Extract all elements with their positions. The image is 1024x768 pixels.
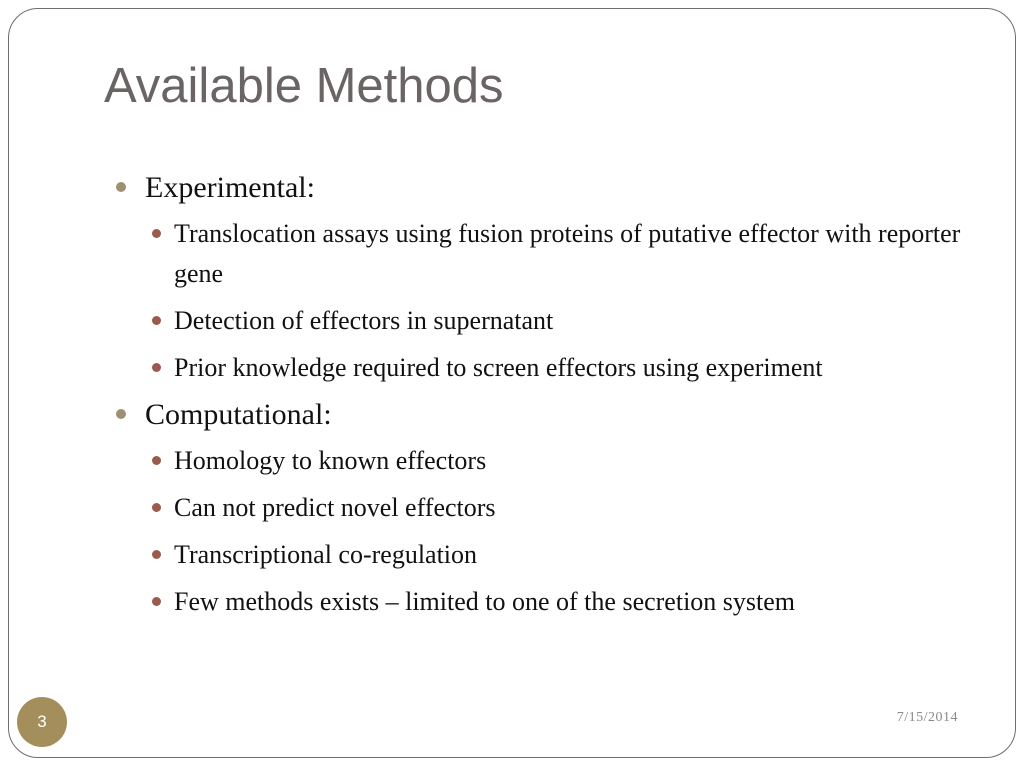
sub-bullet-item	[144, 441, 974, 481]
bullet-heading: Computational:	[145, 398, 332, 431]
bullet-computational	[114, 395, 974, 435]
sub-bullet-dot-icon	[152, 503, 161, 512]
sub-bullet-text: Few methods exists – limited to one of the secretion system	[174, 587, 796, 616]
sub-bullet-list-experimental	[114, 214, 974, 388]
slide-title: Available Methods	[104, 59, 504, 113]
sub-bullet-text: Prior knowledge required to screen effectors using experiment	[174, 353, 823, 382]
sub-bullet-text: Transcriptional co-regulation	[174, 540, 478, 569]
sub-bullet-text: Translocation assays using fusion proteins of putative effector with reporter gene	[174, 219, 961, 288]
bullet-dot-icon	[116, 182, 126, 192]
sub-bullet-item	[144, 214, 974, 294]
sub-bullet-dot-icon	[152, 597, 161, 606]
sub-bullet-dot-icon	[152, 316, 161, 325]
sub-bullet-dot-icon	[152, 363, 161, 372]
slide-content	[114, 168, 974, 629]
sub-bullet-text: Homology to known effectors	[174, 446, 487, 475]
sub-bullet-list-computational	[114, 441, 974, 622]
bullet-experimental	[114, 168, 974, 208]
sub-bullet-item	[144, 582, 974, 622]
sub-bullet-item	[144, 348, 974, 388]
sub-bullet-text: Detection of effectors in supernatant	[174, 306, 554, 335]
sub-bullet-item	[144, 535, 974, 575]
sub-bullet-dot-icon	[152, 229, 161, 238]
sub-bullet-dot-icon	[152, 456, 161, 465]
sub-bullet-dot-icon	[152, 550, 161, 559]
sub-bullet-text: Can not predict novel effectors	[174, 493, 496, 522]
bullet-heading: Experimental:	[145, 171, 315, 204]
bullet-dot-icon	[116, 409, 126, 419]
sub-bullet-item	[144, 301, 974, 341]
slide-number-badge: 3	[17, 697, 67, 747]
slide-date: 7/15/2014	[896, 710, 958, 725]
sub-bullet-item	[144, 488, 974, 528]
